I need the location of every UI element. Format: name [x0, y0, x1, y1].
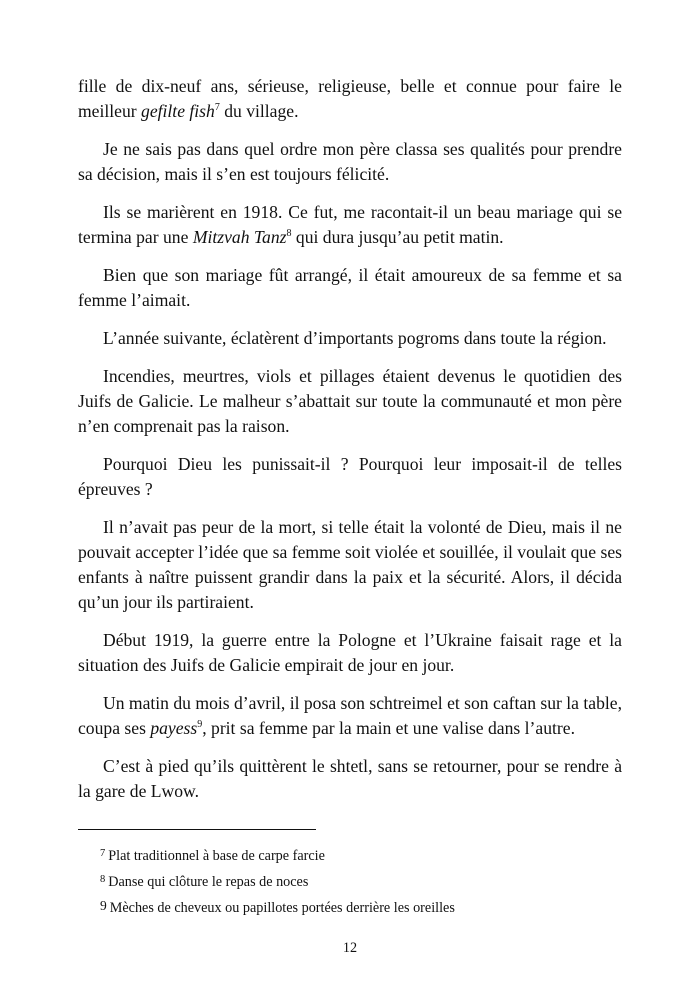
- footnote-text: Danse qui clôture le repas de noces: [108, 874, 309, 890]
- paragraph-2: Je ne sais pas dans quel ordre mon père classa ses qualités pour prendre sa décision, mais il s’en est toujours félicité.: [78, 139, 622, 184]
- paragraph-9: Début 1919, la guerre entre la Pologne et l’Ukraine faisait rage et la situation des Juifs de Galicie empirait de jour en jour.: [78, 630, 622, 675]
- footnote-text: Mèches de cheveux ou papillotes portées derrière les oreilles: [109, 900, 455, 916]
- footnote-8: [100, 868, 620, 894]
- paragraph-1: fille de dix-neuf ans, sérieuse, religieuse, belle et connue pour faire le meilleur gefilte fish$^7$ du village.: [78, 76, 622, 121]
- paragraph-10: Un matin du mois d’avril, il posa son schtreimel et son caftan sur la table, coupa ses payess$^9$, prit sa femme par la main et une valise dans l’autre.: [78, 693, 622, 738]
- paragraph-7: Pourquoi Dieu les punissait-il ? Pourquoi leur imposait-il de telles épreuves ?: [78, 454, 622, 499]
- term-mitzvah-tanz: Mitzvah Tanz: [192, 227, 287, 247]
- term-payess: payess: [150, 718, 198, 738]
- body-text: [78, 74, 622, 817]
- footnotes: [100, 842, 620, 920]
- footnote-7: [100, 842, 620, 868]
- footnote-number: 7: [100, 848, 106, 859]
- footnote-separator: [78, 829, 316, 830]
- footnote-number: 9: [100, 898, 107, 913]
- paragraph-4: Bien que son mariage fût arrangé, il était amoureux de sa femme et sa femme l’aimait.: [78, 265, 622, 310]
- footnote-number: 8: [100, 874, 106, 885]
- footnote-ref-8[interactable]: 8: [286, 228, 292, 239]
- page-number: 12: [342, 940, 358, 956]
- paragraph-8: Il n’avait pas peur de la mort, si telle était la volonté de Dieu, mais il ne pouvait accepter l’idée que sa femme soit violée et souillée, il voulait que ses enfants à naître puissent grandir dans la paix et la sécurité. Alors, il décida qu’un jour ils partiraient.: [78, 517, 622, 612]
- paragraph-5: L’année suivante, éclatèrent d’importants pogroms dans toute la région.: [103, 328, 607, 348]
- paragraph-11: C’est à pied qu’ils quittèrent le shtetl, sans se retourner, pour se rendre à la gare de Lwow.: [78, 756, 622, 801]
- footnote-ref-9[interactable]: 9: [197, 719, 203, 730]
- term-gefilte-fish: gefilte fish: [141, 101, 215, 121]
- footnote-text: Plat traditionnel à base de carpe farcie: [108, 848, 325, 864]
- footnote-ref-7[interactable]: 7: [214, 102, 220, 113]
- footnote-9: [100, 894, 620, 920]
- paragraph-3: Ils se marièrent en 1918. Ce fut, me racontait-il un beau mariage qui se termina par une Mitzvah Tanz$^8$ qui dura jusqu’au petit matin.: [78, 202, 622, 247]
- paragraph-6: Incendies, meurtres, viols et pillages étaient devenus le quotidien des Juifs de Galicie. Le malheur s’abattait sur toute la communauté et mon père n’en comprenait pas la raison.: [78, 366, 622, 436]
